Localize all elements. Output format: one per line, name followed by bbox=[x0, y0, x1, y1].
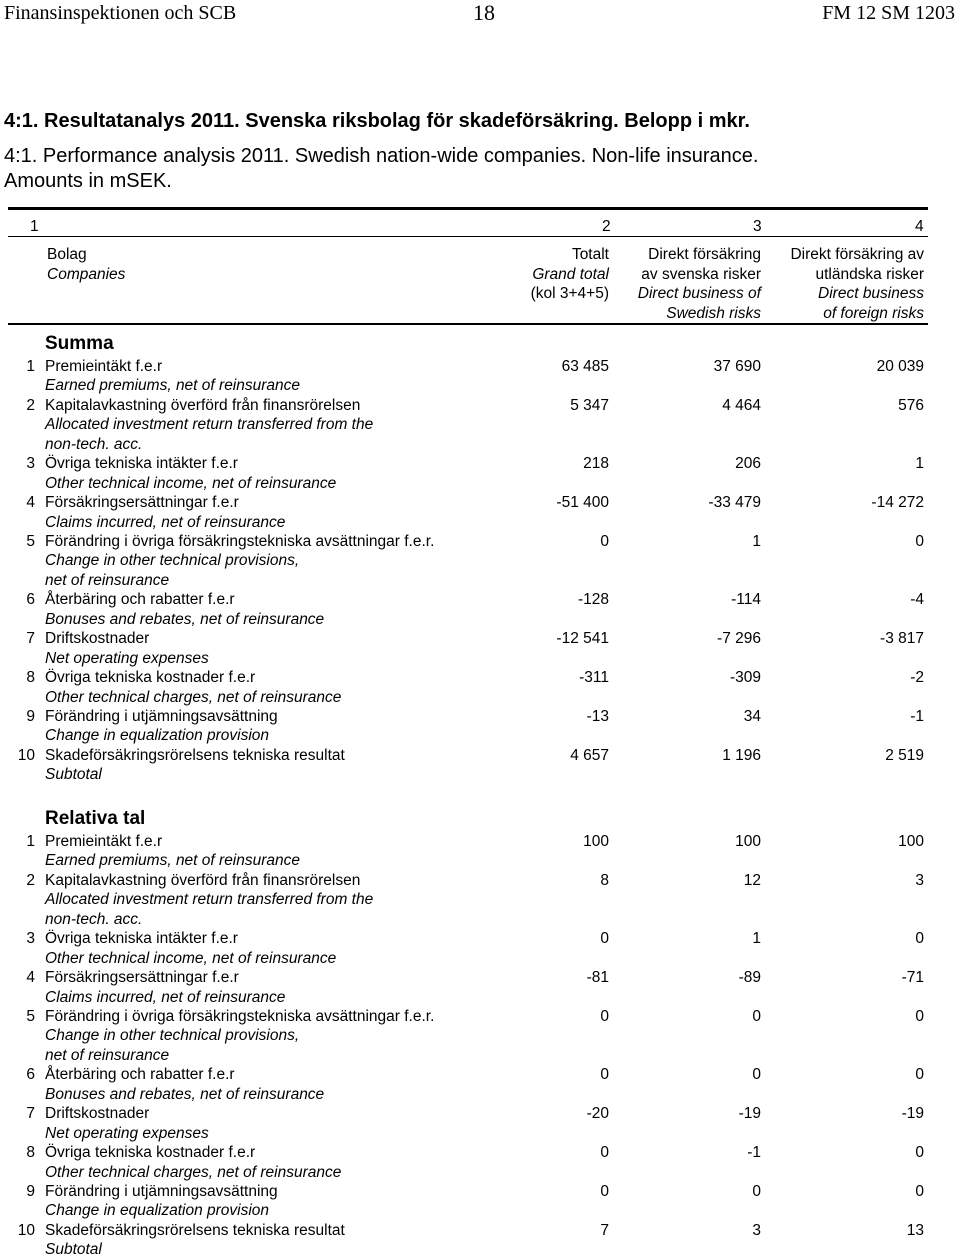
row-label-sv: Återbäring och rabatter f.e.r bbox=[45, 1066, 235, 1084]
row-number: 7 bbox=[26, 1105, 35, 1123]
row-label-en: Other technical charges, net of reinsurance bbox=[45, 1163, 342, 1181]
cell-swedish-risks: 37 690 bbox=[713, 358, 761, 375]
cell-grand-total: 0 bbox=[600, 533, 609, 551]
row-number: 8 bbox=[26, 669, 35, 687]
row-number: 2 bbox=[26, 871, 35, 889]
cell-grand-total: 5 347 bbox=[570, 396, 609, 414]
cell-swedish-risks: -19 bbox=[738, 1105, 761, 1123]
cell-grand-total: 0 bbox=[600, 1066, 609, 1084]
table-row bbox=[0, 1143, 960, 1182]
row-label-sv: Premieintäkt f.e.r bbox=[45, 833, 163, 850]
cell-foreign-risks: -2 bbox=[910, 669, 924, 687]
cell-foreign-risks: 100 bbox=[898, 833, 924, 850]
table-row bbox=[0, 1104, 960, 1143]
row-label-sv: Driftskostnader bbox=[45, 630, 150, 648]
page-number: 18 bbox=[473, 0, 495, 25]
row-label-en: Bonuses and rebates, net of reinsurance bbox=[45, 1085, 325, 1103]
cell-swedish-risks: 0 bbox=[752, 1008, 761, 1026]
section-title-relativa-tal: Relativa tal bbox=[45, 808, 146, 829]
row-number: 3 bbox=[26, 930, 35, 948]
cell-swedish-risks: -89 bbox=[738, 969, 761, 987]
row-label-en: net of reinsurance bbox=[45, 571, 170, 589]
cell-foreign-risks: -4 bbox=[910, 591, 924, 609]
cell-foreign-risks: 0 bbox=[915, 930, 924, 948]
row-label-en: Claims incurred, net of reinsurance bbox=[45, 513, 286, 531]
row-label-en: non-tech. acc. bbox=[45, 435, 143, 453]
header-report-id: FM 12 SM 1203 bbox=[822, 2, 955, 24]
cell-grand-total: -81 bbox=[586, 969, 609, 987]
row-label-sv: Övriga tekniska kostnader f.e.r bbox=[45, 669, 256, 687]
column-number-rule bbox=[8, 236, 928, 237]
cell-grand-total: 63 485 bbox=[561, 358, 609, 375]
cell-swedish-risks: 0 bbox=[752, 1066, 761, 1084]
row-label-en: Subtotal bbox=[45, 766, 102, 784]
row-number: 9 bbox=[26, 708, 35, 726]
cell-foreign-risks: 0 bbox=[915, 1144, 924, 1162]
cell-foreign-risks: -71 bbox=[901, 969, 924, 987]
row-number: 6 bbox=[26, 591, 35, 609]
row-label-en: Allocated investment return transferred from the bbox=[45, 891, 374, 909]
row-number: 8 bbox=[26, 1144, 35, 1162]
table-row bbox=[0, 454, 960, 493]
cell-foreign-risks: 2 519 bbox=[885, 747, 924, 764]
table-row bbox=[0, 532, 960, 590]
row-label-en: Change in equalization provision bbox=[45, 727, 270, 745]
row-label-en: Claims incurred, net of reinsurance bbox=[45, 988, 286, 1006]
table-row bbox=[0, 668, 960, 707]
table-row bbox=[0, 832, 960, 871]
row-number: 5 bbox=[26, 533, 35, 551]
table-row bbox=[0, 1065, 960, 1104]
cell-grand-total: 0 bbox=[600, 930, 609, 948]
column-header-rule bbox=[8, 323, 928, 325]
row-number: 7 bbox=[26, 630, 35, 648]
cell-grand-total: -128 bbox=[577, 591, 609, 609]
row-number: 10 bbox=[17, 1222, 35, 1239]
row-label-en: Other technical income, net of reinsurance bbox=[45, 949, 337, 967]
cell-foreign-risks: 3 bbox=[915, 871, 924, 889]
cell-grand-total: 0 bbox=[600, 1144, 609, 1162]
row-label-sv: Premieintäkt f.e.r bbox=[45, 358, 163, 375]
cell-foreign-risks: 13 bbox=[906, 1222, 924, 1239]
row-number: 2 bbox=[26, 396, 35, 414]
cell-foreign-risks: -1 bbox=[910, 708, 924, 726]
row-label-sv: Övriga tekniska intäkter f.e.r bbox=[45, 930, 238, 948]
table-row bbox=[0, 929, 960, 968]
cell-grand-total: 0 bbox=[600, 1183, 609, 1201]
cell-foreign-risks: 576 bbox=[898, 396, 924, 414]
table-row bbox=[0, 1221, 960, 1260]
row-label-en: Change in equalization provision bbox=[45, 1202, 270, 1220]
row-label-en: Subtotal bbox=[45, 1241, 102, 1259]
column-header-swedish-risks: Direkt försäkring av svenska risker Direct business of Swedish risks bbox=[637, 246, 761, 322]
row-number: 6 bbox=[26, 1066, 35, 1084]
row-label-en: net of reinsurance bbox=[45, 1046, 170, 1064]
column-number-2: 2 bbox=[602, 218, 611, 235]
row-label-sv: Skadeförsäkringsrörelsens tekniska resultat bbox=[45, 747, 345, 764]
row-label-en: non-tech. acc. bbox=[45, 910, 143, 928]
cell-grand-total: 100 bbox=[583, 833, 609, 850]
row-label-en: Bonuses and rebates, net of reinsurance bbox=[45, 610, 325, 628]
row-label-sv: Förändring i utjämningsavsättning bbox=[45, 708, 278, 726]
table-row bbox=[0, 629, 960, 668]
row-label-sv: Återbäring och rabatter f.e.r bbox=[45, 591, 235, 609]
cell-foreign-risks: 0 bbox=[915, 1066, 924, 1084]
table-row bbox=[0, 746, 960, 785]
cell-swedish-risks: -309 bbox=[729, 669, 761, 687]
cell-swedish-risks: -114 bbox=[731, 591, 761, 609]
row-label-en: Change in other technical provisions, bbox=[45, 552, 300, 570]
cell-grand-total: -51 400 bbox=[556, 494, 609, 512]
header-publisher: Finansinspektionen och SCB bbox=[4, 2, 237, 24]
cell-swedish-risks: 206 bbox=[735, 455, 761, 473]
cell-foreign-risks: -3 817 bbox=[880, 630, 924, 648]
row-label-sv: Försäkringsersättningar f.e.r bbox=[45, 494, 239, 512]
cell-swedish-risks: 34 bbox=[743, 708, 761, 726]
table-top-rule bbox=[8, 207, 928, 210]
cell-swedish-risks: 1 196 bbox=[722, 747, 761, 764]
row-label-sv: Förändring i utjämningsavsättning bbox=[45, 1183, 278, 1201]
row-label-en: Other technical charges, net of reinsurance bbox=[45, 688, 342, 706]
column-header-grand-total: Totalt Grand total (kol 3+4+5) bbox=[530, 246, 609, 302]
cell-foreign-risks: 0 bbox=[915, 1183, 924, 1201]
cell-swedish-risks: 100 bbox=[735, 833, 761, 850]
section-title-summa: Summa bbox=[45, 333, 114, 354]
row-label-en: Allocated investment return transferred from the bbox=[45, 416, 374, 434]
cell-foreign-risks: 0 bbox=[915, 533, 924, 551]
row-number: 10 bbox=[17, 747, 35, 764]
table-row bbox=[0, 707, 960, 746]
cell-grand-total: 8 bbox=[600, 871, 609, 889]
table-row bbox=[0, 871, 960, 929]
cell-grand-total: -13 bbox=[586, 708, 609, 726]
table-row bbox=[0, 493, 960, 532]
cell-foreign-risks: 1 bbox=[915, 455, 924, 473]
cell-swedish-risks: 0 bbox=[752, 1183, 761, 1201]
cell-swedish-risks: -1 bbox=[747, 1144, 761, 1162]
table-title-en: 4:1. Performance analysis 2011. Swedish nation-wide companies. Non-life insurance. bbox=[4, 145, 759, 167]
cell-swedish-risks: 1 bbox=[752, 930, 761, 948]
cell-foreign-risks: -19 bbox=[901, 1105, 924, 1123]
cell-grand-total: -311 bbox=[579, 669, 609, 687]
row-number: 3 bbox=[26, 455, 35, 473]
row-label-en: Other technical income, net of reinsurance bbox=[45, 474, 337, 492]
column-header-companies: Bolag Companies bbox=[47, 246, 126, 283]
row-number: 4 bbox=[26, 969, 35, 987]
cell-foreign-risks: -14 272 bbox=[871, 494, 924, 512]
row-number: 1 bbox=[26, 833, 35, 850]
row-label-sv: Driftskostnader bbox=[45, 1105, 150, 1123]
table-row bbox=[0, 1182, 960, 1221]
row-label-sv: Förändring i övriga försäkringstekniska avsättningar f.e.r. bbox=[45, 533, 435, 551]
row-label-sv: Övriga tekniska intäkter f.e.r bbox=[45, 455, 238, 473]
cell-swedish-risks: 1 bbox=[752, 533, 761, 551]
row-number: 9 bbox=[26, 1183, 35, 1201]
table-title-sv: 4:1. Resultatanalys 2011. Svenska riksbolag för skadeförsäkring. Belopp i mkr. bbox=[4, 110, 750, 132]
column-number-4: 4 bbox=[915, 218, 924, 235]
column-header-foreign-risks: Direkt försäkring av utländska risker Direct business of foreign risks bbox=[790, 246, 924, 322]
column-number-1: 1 bbox=[30, 218, 39, 235]
row-label-sv: Kapitalavkastning överförd från finansrörelsen bbox=[45, 396, 361, 414]
table-row bbox=[0, 590, 960, 629]
row-label-sv: Kapitalavkastning överförd från finansrörelsen bbox=[45, 871, 361, 889]
cell-grand-total: 218 bbox=[583, 455, 609, 473]
table-row bbox=[0, 396, 960, 454]
cell-grand-total: 4 657 bbox=[570, 747, 609, 764]
cell-swedish-risks: 3 bbox=[752, 1222, 761, 1239]
cell-foreign-risks: 0 bbox=[915, 1008, 924, 1026]
row-label-en: Change in other technical provisions, bbox=[45, 1027, 300, 1045]
cell-grand-total: -12 541 bbox=[556, 630, 609, 648]
row-label-sv: Skadeförsäkringsrörelsens tekniska resultat bbox=[45, 1222, 345, 1239]
row-label-en: Earned premiums, net of reinsurance bbox=[45, 377, 301, 395]
cell-swedish-risks: 12 bbox=[743, 871, 761, 889]
row-label-en: Net operating expenses bbox=[45, 1124, 209, 1142]
table-row bbox=[0, 1007, 960, 1065]
cell-grand-total: 0 bbox=[600, 1008, 609, 1026]
table-row bbox=[0, 968, 960, 1007]
row-number: 4 bbox=[26, 494, 35, 512]
cell-swedish-risks: 4 464 bbox=[722, 396, 761, 414]
cell-grand-total: 7 bbox=[600, 1222, 609, 1239]
row-label-sv: Övriga tekniska kostnader f.e.r bbox=[45, 1144, 256, 1162]
row-label-sv: Försäkringsersättningar f.e.r bbox=[45, 969, 239, 987]
row-label-en: Net operating expenses bbox=[45, 649, 209, 667]
row-number: 1 bbox=[26, 358, 35, 375]
cell-swedish-risks: -33 479 bbox=[708, 494, 761, 512]
row-number: 5 bbox=[26, 1008, 35, 1026]
column-number-3: 3 bbox=[753, 218, 762, 235]
cell-grand-total: -20 bbox=[586, 1105, 609, 1123]
table-title-en-units: Amounts in mSEK. bbox=[4, 170, 172, 192]
table-row bbox=[0, 357, 960, 396]
row-label-sv: Förändring i övriga försäkringstekniska avsättningar f.e.r. bbox=[45, 1008, 435, 1026]
row-label-en: Earned premiums, net of reinsurance bbox=[45, 852, 301, 870]
cell-swedish-risks: -7 296 bbox=[717, 630, 761, 648]
cell-foreign-risks: 20 039 bbox=[876, 358, 924, 375]
